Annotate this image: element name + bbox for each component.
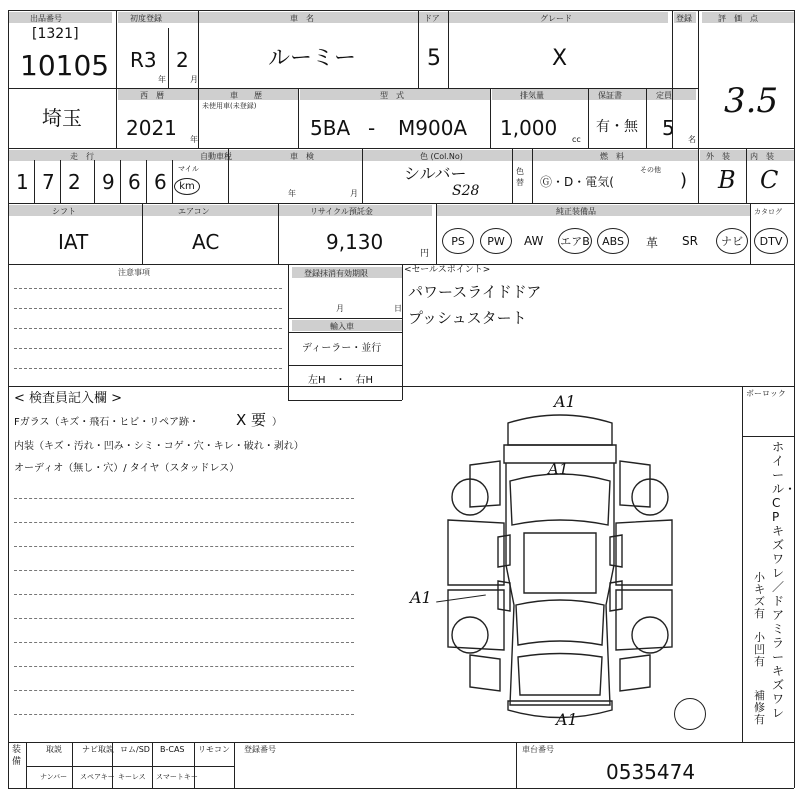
region: 埼玉 — [42, 106, 82, 130]
model-prefix: 5BA — [310, 116, 351, 140]
chassis-number: 0535474 — [606, 760, 696, 784]
exterior-grade: B — [718, 166, 736, 194]
equip-side-label: 装備 — [12, 745, 22, 767]
displacement: 1,000 — [500, 116, 558, 140]
km-unit: km — [174, 178, 200, 195]
sales-point-2: プッシュスタート — [408, 309, 527, 327]
footer-item-smart-key: スマートキー — [156, 773, 198, 781]
damage-mark-bonnet: A1 — [548, 460, 569, 478]
model-code: M900A — [398, 116, 468, 140]
fuel-other-label: その他 — [640, 166, 661, 174]
sales-point-label: <セールスポイント> — [404, 265, 491, 275]
mile-unit: マイル — [178, 165, 199, 173]
inspector-title: < 検査員記入欄 > — [14, 391, 123, 406]
western-year-label: 西 暦 — [140, 91, 164, 100]
equip-dtv: DTV — [754, 228, 788, 254]
steering-options: 左H ・ 右H — [308, 375, 374, 386]
doors-label: ドア — [424, 14, 440, 23]
doors-value: 5 — [427, 46, 441, 71]
import-label: 輸入車 — [330, 322, 354, 331]
spare-tire-circle — [674, 698, 706, 730]
footer-item-manual: 取説 — [46, 745, 62, 754]
fuel-options: Ⓖ・D・電気( — [540, 175, 614, 189]
fuel-close: ) — [680, 170, 688, 191]
score-value: 3.5 — [724, 81, 779, 121]
mileage-digit-1: 1 — [16, 170, 29, 194]
model-dash: - — [368, 116, 376, 140]
capacity-value: 5 — [662, 116, 675, 140]
color-code: S28 — [452, 183, 480, 199]
chassis-label: 車台番号 — [522, 745, 554, 754]
unregistered-note: 未使用車(未登録) — [202, 102, 257, 110]
interior-label: 内 装 — [750, 152, 774, 161]
yen-unit: 円 — [420, 249, 430, 259]
car-diagram — [440, 405, 680, 735]
recycle-value: 9,130 — [326, 230, 384, 254]
western-year: 2021 — [126, 116, 177, 140]
caution-label: 注意事項 — [118, 268, 150, 277]
cc-unit: cc — [572, 135, 581, 144]
recycle-label: リサイクル預託金 — [310, 207, 373, 216]
lot-number-label: 出品番号 — [30, 14, 62, 23]
footer-item-spare-key: スペアキー — [80, 773, 115, 781]
model-label: 型 式 — [380, 91, 404, 100]
tax-label: 自動車税 — [200, 152, 232, 161]
glass-mark: X 要 — [236, 411, 267, 429]
inspection-year-unit: 年 — [288, 189, 296, 198]
score-label: 評 価 点 — [718, 14, 758, 23]
mileage-digit-4: 9 — [102, 170, 115, 194]
footer-item-rom-sd: ロム/SD — [120, 745, 150, 754]
reg-number-label: 登録番号 — [244, 745, 276, 754]
reg-year-unit: 年 — [158, 75, 166, 84]
equip-abs: ABS — [597, 228, 629, 254]
damage-mark-rear: A1 — [556, 710, 578, 729]
ac-label: エアコン — [178, 207, 210, 216]
footer-item-number-plate: ナンバー — [40, 773, 68, 781]
mileage-label: 走 行 — [70, 152, 94, 161]
shift-label: シフト — [52, 207, 76, 216]
footer-item-remote: リモコン — [198, 745, 230, 754]
catalogue-label: カタログ — [754, 208, 782, 216]
mileage-digit-5: 6 — [128, 170, 141, 194]
import-options: ディーラー・並行 — [302, 343, 382, 354]
expiry-month-unit: 月 — [336, 304, 344, 313]
side-text: ホイール・CPキズワレ／ドアミラーキズワレ — [772, 440, 797, 720]
equip-aw: AW — [524, 234, 544, 248]
warranty-options: 有・無 — [596, 119, 638, 135]
inspection-month-unit: 月 — [350, 189, 358, 198]
reg-small-label: 登録 — [676, 14, 692, 23]
damage-mark-left: A1 — [410, 588, 432, 607]
tow-label: ボーロック — [746, 389, 786, 398]
footer-item-navi-manual: ナビ取説 — [82, 745, 114, 754]
reg-era: R3 — [130, 48, 157, 72]
equip-navi: ナビ — [716, 228, 748, 254]
grade-label: グレード — [540, 14, 572, 23]
sales-point-1: パワースライドドア — [408, 283, 542, 301]
history-label: 車 歴 — [230, 91, 262, 100]
audio-line: オーディオ（無し・穴）/ タイヤ（スタッドレス） — [14, 463, 240, 474]
equip-pw: PW — [480, 228, 512, 254]
expiry-label: 登録抹消有効期限 — [304, 269, 368, 278]
reg-month-unit: 月 — [190, 75, 198, 84]
footer-item-keyless: キーレス — [118, 773, 146, 781]
capacity-label: 定員 — [656, 91, 672, 100]
car-name-label: 車 名 — [290, 14, 314, 23]
exterior-label: 外 装 — [706, 152, 730, 161]
equip-sunroof: SR — [682, 234, 698, 248]
fuel-label: 燃 料 — [600, 152, 624, 161]
equip-ps: PS — [442, 228, 474, 254]
grade-value: X — [552, 46, 568, 71]
color-name: シルバー — [404, 164, 467, 183]
displacement-label: 排気量 — [520, 91, 544, 100]
glass-close: ） — [272, 417, 282, 428]
mileage-digit-6: 6 — [154, 170, 167, 194]
mileage-digit-2: 7 — [42, 170, 55, 194]
footer-item-bcas: B-CAS — [160, 745, 185, 754]
capacity-unit: 名 — [688, 135, 696, 144]
repaint-label: 色替 — [516, 167, 524, 187]
shift-value: IAT — [58, 230, 89, 254]
color-label: 色 (Col.No) — [420, 152, 463, 161]
mileage-digit-3: 2 — [68, 170, 81, 194]
equip-leather: 革 — [646, 236, 659, 250]
hand-note-small-dent: 小凹有 — [754, 631, 765, 668]
hand-note-repaired: 補修有 — [754, 689, 765, 726]
first-registration-label: 初度登録 — [130, 14, 162, 23]
equipment-label: 純正装備品 — [556, 207, 596, 216]
glass-line: Fガラス（キズ・飛石・ヒビ・リペア跡・ — [14, 417, 200, 428]
ac-value: AC — [192, 230, 220, 254]
hand-note-small-scratch: 小キズ有 — [754, 571, 765, 620]
equip-airbag: エアB — [558, 228, 592, 254]
interior-grade: C — [760, 166, 779, 194]
lot-sub-number: [1321] — [32, 26, 79, 42]
inspection-label: 車 検 — [290, 152, 314, 161]
interior-line: 内装（キズ・汚れ・凹み・シミ・コゲ・穴・キレ・破れ・剥れ） — [14, 441, 304, 452]
reg-month: 2 — [176, 48, 189, 72]
western-year-unit: 年 — [190, 135, 198, 144]
expiry-day-unit: 日 — [394, 304, 402, 313]
car-name: ルーミー — [268, 46, 357, 71]
warranty-label: 保証書 — [598, 91, 622, 100]
damage-mark-front: A1 — [554, 392, 576, 411]
lot-number: 10105 — [20, 49, 110, 82]
